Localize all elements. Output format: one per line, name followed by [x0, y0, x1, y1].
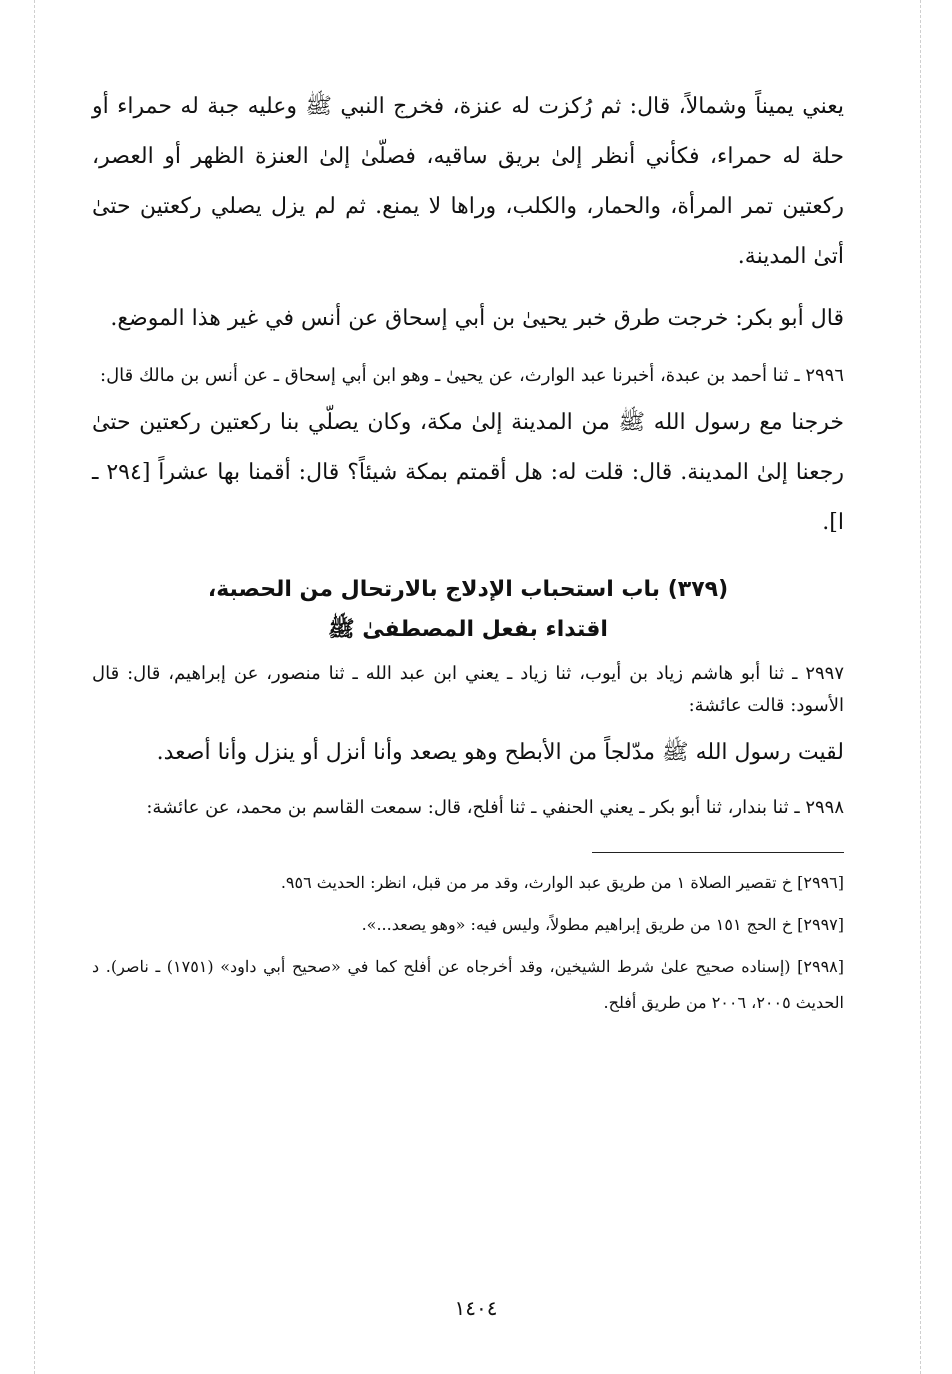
- left-margin-guide: [34, 0, 35, 1374]
- book-page: [92, 82, 844, 1021]
- footnotes: [92, 865, 844, 1021]
- right-margin-guide: [920, 0, 921, 1374]
- chapter-heading-line-1: (٣٧٩) باب استحباب الإدلاج بالارتحال من الحصبة،: [207, 577, 729, 602]
- footnote-2998: [٢٩٩٨] (إسناده صحيح علىٰ شرط الشيخين، وقد أخرجاه عن أفلح كما في «صحيح أبي داود» (١٧٥١) ـ ناصر). د الحديث ٢٠٠٥، ٢٠٠٦ من طريق أفلح.: [92, 957, 844, 1012]
- paragraph-hadith-continuation: يعني يميناً وشمالاً، قال: ثم رُكزت له عنزة، فخرج النبي ﷺ وعليه جبة له حمراء أو حلة له حمراء، فكأني أنظر إلىٰ بريق ساقيه، فصلّىٰ إلىٰ العنزة الظهر أو العصر، ركعتين تمر المرأة، والحمار، والكلب، وراها لا يمنع. ثم لم يزل يصلي ركعتين حتىٰ أتىٰ المدينة.: [92, 94, 844, 269]
- footnote-2997: [٢٩٩٧] خ الحج ١٥١ من طريق إبراهيم مطولاً، وليس فيه: «وهو يصعد...».: [361, 915, 844, 934]
- footnote-2996: [٢٩٩٦] خ تقصير الصلاة ١ من طريق عبد الوارث، وقد مر من قبل، انظر: الحديث ٩٥٦.: [280, 873, 844, 892]
- paragraph-isnad-2998: ٢٩٩٨ ـ ثنا بندار، ثنا أبو بكر ـ يعني الحنفي ـ ثنا أفلح، قال: سمعت القاسم بن محمد، عن عائشة:: [146, 797, 844, 818]
- page-number: ١٤٠٤: [454, 1296, 498, 1320]
- paragraph-matn-2996: خرجنا مع رسول الله ﷺ من المدينة إلىٰ مكة، وكان يصلّي بنا ركعتين ركعتين حتىٰ رجعنا إلىٰ المدينة. قال: قلت له: هل أقمتم بمكة شيئاً؟ قال: أقمنا بها عشراً [٢٩٤ ـ ا].: [92, 410, 844, 535]
- chapter-heading-line-2: اقتداء بفعل المصطفىٰ ﷺ: [328, 617, 608, 642]
- footnote-separator: [592, 852, 844, 853]
- paragraph-matn-2997: لقيت رسول الله ﷺ مدّلجاً من الأبطح وهو يصعد وأنا أنزل أو ينزل وأنا أصعد.: [156, 740, 844, 765]
- paragraph-isnad-2996: ٢٩٩٦ ـ ثنا أحمد بن عبدة، أخبرنا عبد الوارث، عن يحيىٰ ـ وهو ابن أبي إسحاق ـ عن أنس بن مالك قال:: [100, 365, 844, 386]
- chapter-heading: [92, 570, 844, 650]
- paragraph-abu-bakr-remark: قال أبو بكر: خرجت طرق خبر يحيىٰ بن أبي إسحاق عن أنس في غير هذا الموضع.: [110, 306, 844, 331]
- paragraph-isnad-2997: ٢٩٩٧ ـ ثنا أبو هاشم زياد بن أيوب، ثنا زياد ـ يعني ابن عبد الله ـ ثنا منصور، عن إبراهيم، قال: قال الأسود: قالت عائشة:: [92, 663, 844, 716]
